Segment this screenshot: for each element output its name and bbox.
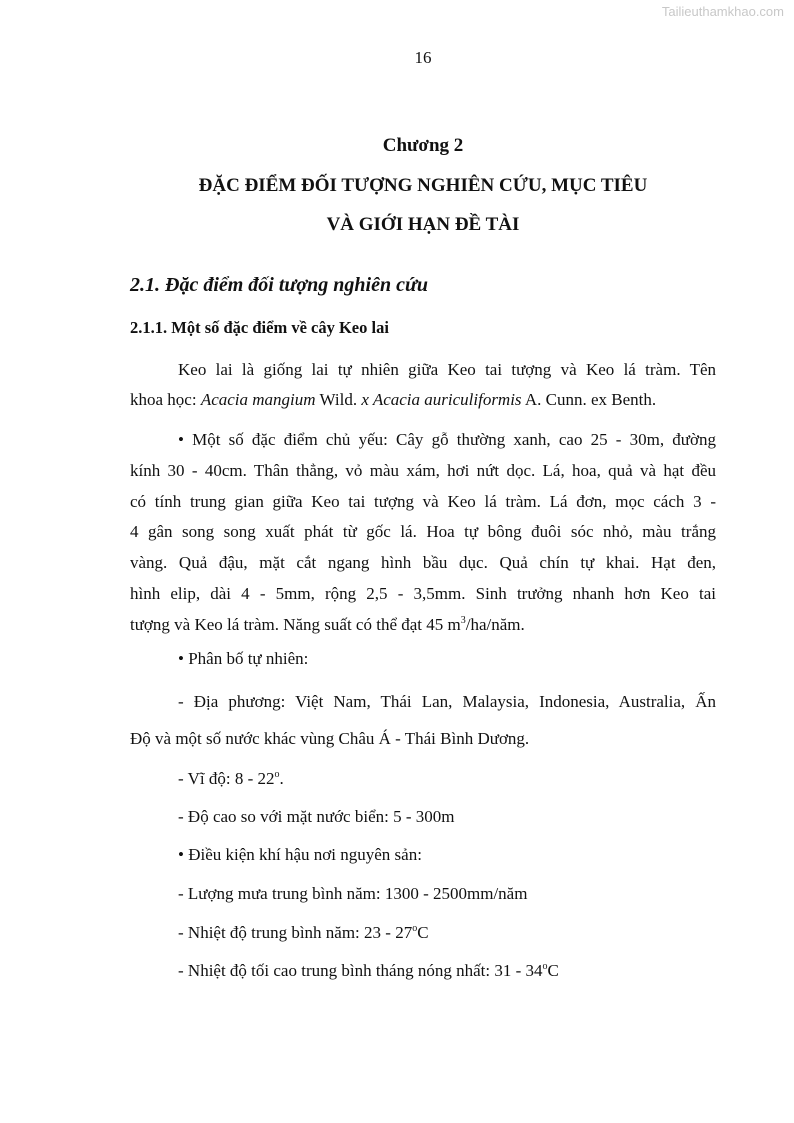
text-line: [178, 806, 454, 828]
text-segment: • Một số đặc điểm chủ yếu: Cây gỗ thường xanh, cao 25 - 30m, đường: [178, 430, 716, 449]
text-segment: - Nhiệt độ trung bình năm: 23 - 27: [178, 923, 413, 942]
text-line: [178, 883, 527, 905]
italic-text: Acacia mangium: [200, 390, 316, 409]
chapter-title-line-1: ĐẶC ĐIỂM ĐỐI TƯỢNG NGHIÊN CỨU, MỤC TIÊU: [198, 175, 648, 196]
section-heading: 2.1. Đặc điểm đối tượng nghiên cứu: [130, 274, 429, 296]
text-segment: Wild.: [315, 390, 362, 409]
text-segment: .: [279, 769, 284, 788]
text-segment: • Phân bố tự nhiên:: [178, 649, 309, 668]
text-segment: hình elip, dài 4 - 5mm, rộng 2,5 - 3,5mm. Sinh trưởng nhanh hơn Keo tai: [130, 584, 716, 603]
text-line: [130, 491, 716, 513]
chapter-title-line-2: VÀ GIỚI HẠN ĐỀ TÀI: [326, 214, 520, 235]
text-line: [130, 521, 716, 543]
chapter-label: Chương 2: [382, 135, 464, 156]
page-number: 16: [414, 48, 432, 67]
text-segment: /ha/năm.: [465, 615, 525, 634]
text-line: [130, 389, 656, 411]
text-line: [130, 614, 525, 636]
text-segment: 4 gân song song xuất phát từ gốc lá. Hoa tự bông đuôi sóc nhỏ, màu trắng: [130, 522, 716, 541]
watermark: Tailieuthamkhao.com: [661, 4, 784, 19]
text-segment: Độ và một số nước khác vùng Châu Á - Thái Bình Dương.: [130, 729, 530, 748]
italic-text: x Acacia auriculiformis: [361, 390, 522, 409]
text-line: [178, 648, 308, 670]
text-line: [178, 922, 429, 944]
text-segment: khoa học:: [130, 390, 201, 409]
text-line: [130, 583, 716, 605]
text-segment: Keo lai là giống lai tự nhiên giữa Keo tai tượng và Keo lá tràm. Tên: [178, 360, 716, 379]
text-segment: tượng và Keo lá tràm. Năng suất có thể đạt 45 m: [130, 615, 461, 634]
text-segment: - Lượng mưa trung bình năm: 1300 - 2500mm/năm: [178, 884, 528, 903]
text-segment: - Vĩ độ: 8 - 22: [178, 769, 275, 788]
text-segment: - Địa phương: Việt Nam, Thái Lan, Malaysia, Indonesia, Australia, Ấn: [178, 692, 716, 711]
text-line: [130, 460, 716, 482]
text-line: [130, 728, 529, 750]
superscript: 3: [460, 615, 466, 626]
text-segment: vàng. Quả đậu, mặt cắt ngang hình bầu dục. Quả chín tự khai. Hạt đen,: [130, 553, 716, 572]
text-line: [178, 691, 716, 713]
text-line: [178, 844, 422, 866]
text-line: [178, 359, 716, 381]
text-segment: C: [547, 961, 559, 980]
superscript: o: [274, 769, 280, 780]
text-segment: - Độ cao so với mặt nước biển: 5 - 300m: [178, 807, 455, 826]
text-line: [178, 960, 559, 982]
text-segment: A. Cunn. ex Benth.: [521, 390, 657, 409]
text-line: [178, 768, 284, 790]
superscript: o: [412, 923, 418, 934]
superscript: o: [542, 961, 548, 972]
text-segment: • Điều kiện khí hậu nơi nguyên sản:: [178, 845, 422, 864]
text-segment: kính 30 - 40cm. Thân thẳng, vỏ màu xám, hơi nứt dọc. Lá, hoa, quả và hạt đều: [130, 461, 716, 480]
text-segment: C: [417, 923, 429, 942]
text-segment: - Nhiệt độ tối cao trung bình tháng nóng nhất: 31 - 34: [178, 961, 543, 980]
text-line: [178, 429, 716, 451]
text-segment: có tính trung gian giữa Keo tai tượng và Keo lá tràm. Lá đơn, mọc cách 3 -: [130, 492, 716, 511]
text-line: [130, 552, 716, 574]
subsection-heading: 2.1.1. Một số đặc điểm về cây Keo lai: [130, 318, 389, 337]
